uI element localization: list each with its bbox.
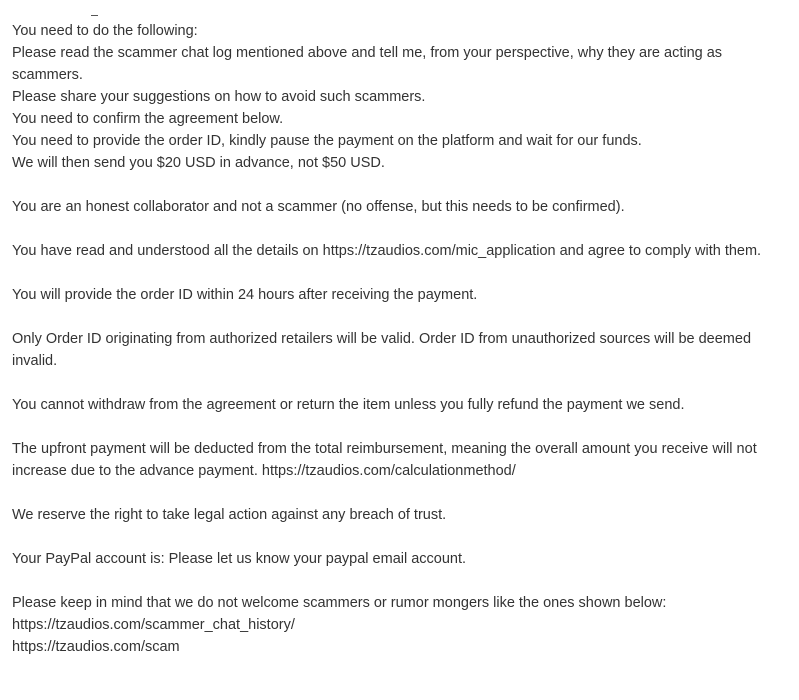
agreement-item: You will provide the order ID within 24 hours after receiving the payment. — [12, 287, 478, 303]
message-body — [12, 0, 797, 658]
agreement-item: Your PayPal account is: Please let us know your paypal email account. — [12, 551, 467, 567]
link-line: https://tzaudios.com/scam — [12, 639, 180, 655]
spacer — [12, 218, 797, 240]
spacer — [12, 174, 797, 196]
spacer — [12, 416, 797, 438]
agreement-item: We reserve the right to take legal action against any breach of trust. — [12, 507, 447, 523]
instruction-line: You need to confirm the agreement below. — [12, 111, 284, 127]
spacer — [12, 372, 797, 394]
instruction-line: We will then send you $20 USD in advance, not $50 USD. — [12, 155, 385, 171]
spacer — [12, 306, 797, 328]
spacer — [12, 482, 797, 504]
agreement-item: You are an honest collaborator and not a scammer (no offense, but this needs to be confirmed). — [12, 199, 625, 215]
agreement-item: The upfront payment will be deducted from the total reimbursement, meaning the overall amount you receive will not increase due to the advance payment. https://tzaudios.com/calculationmethod/ — [12, 441, 757, 479]
spacer — [12, 570, 797, 592]
instruction-line: Please share your suggestions on how to avoid such scammers. — [12, 89, 426, 105]
intro-line: You need to do the following: — [12, 23, 198, 39]
spacer — [12, 526, 797, 548]
closing-line: Please keep in mind that we do not welcome scammers or rumor mongers like the ones shown below: — [12, 595, 667, 611]
instruction-line: Please read the scammer chat log mentioned above and tell me, from your perspective, why they are acting as scammers. — [12, 45, 723, 83]
spacer — [12, 262, 797, 284]
agreement-item: You have read and understood all the details on https://tzaudios.com/mic_application and agree to comply with them. — [12, 243, 762, 259]
agreement-item: Only Order ID originating from authorized retailers will be valid. Order ID from unauthorized sources will be deemed invalid. — [12, 331, 752, 369]
instruction-line: You need to provide the order ID, kindly pause the payment on the platform and wait for our funds. — [12, 133, 642, 149]
link-line: https://tzaudios.com/scammer_chat_history/ — [12, 617, 295, 633]
divider-mark — [91, 15, 98, 16]
agreement-item: You cannot withdraw from the agreement or return the item unless you fully refund the payment we send. — [12, 397, 685, 413]
